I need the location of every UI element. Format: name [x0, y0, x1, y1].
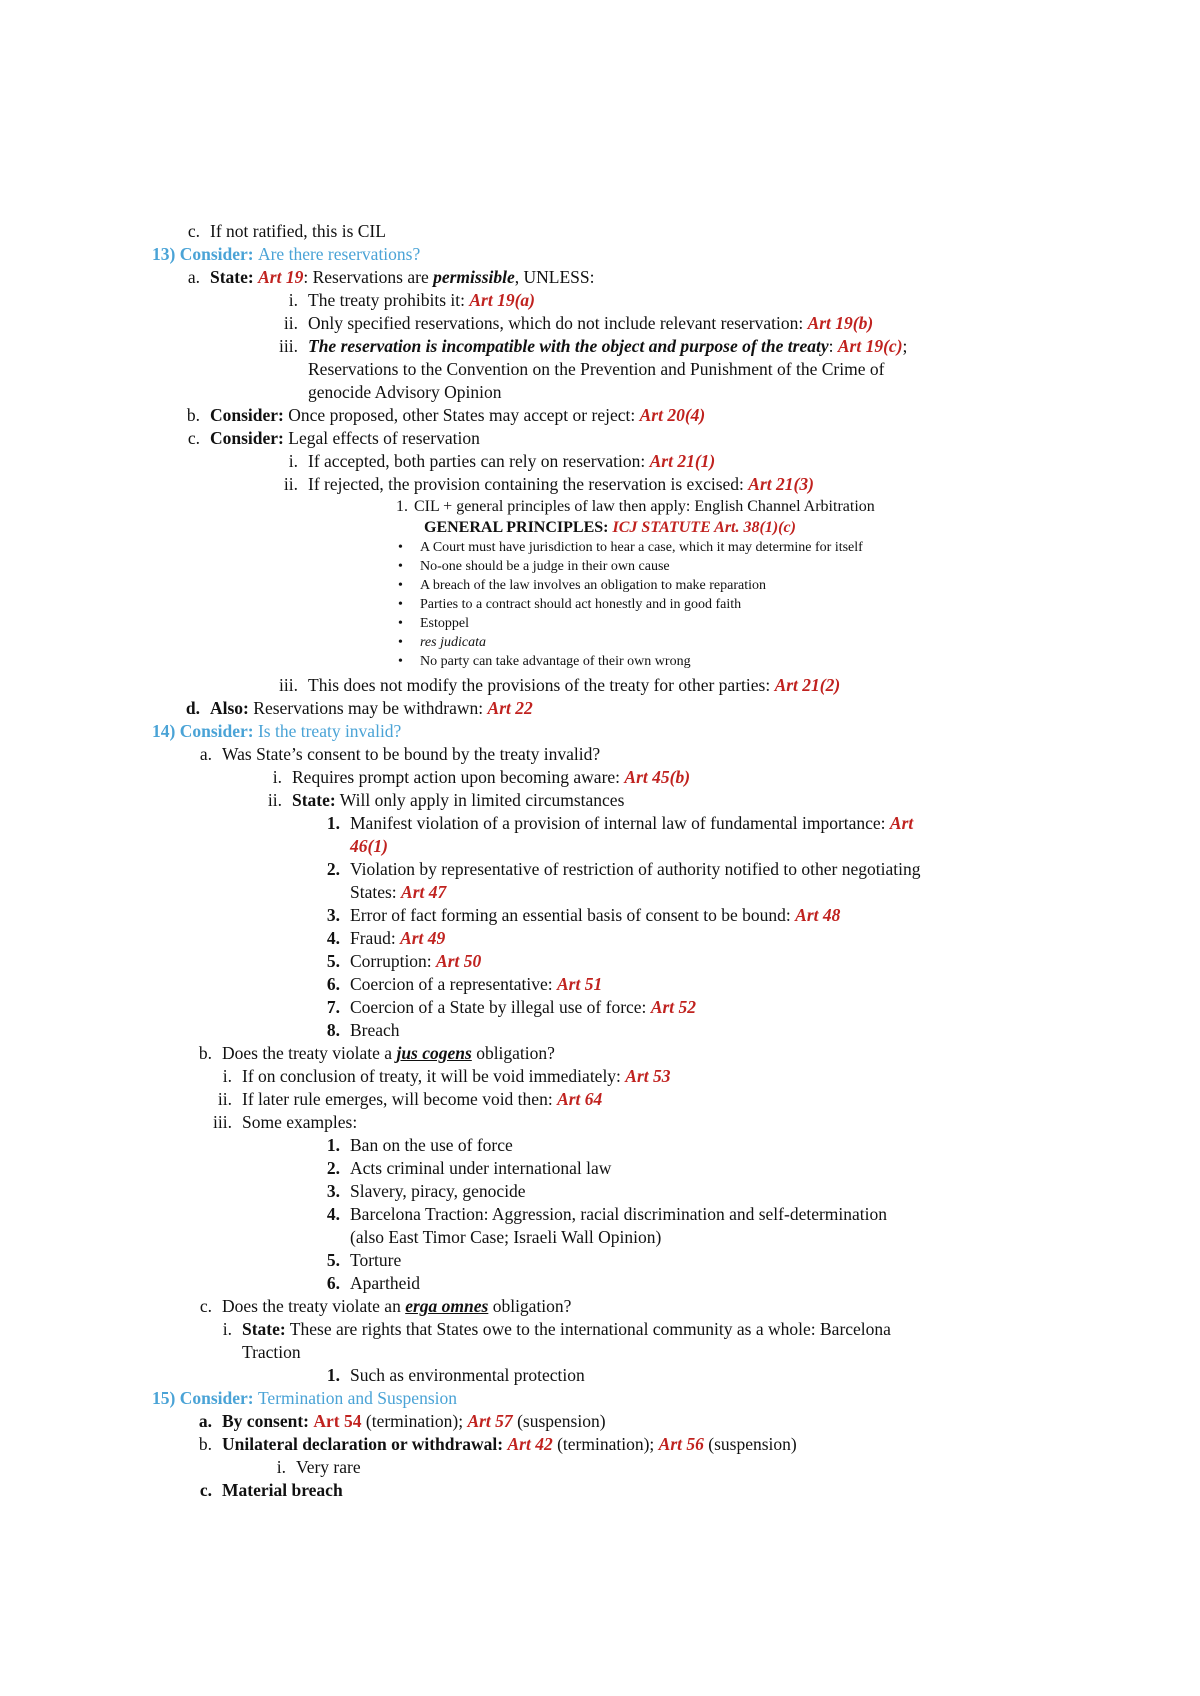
outline-item: 6. Apartheid [326, 1273, 420, 1293]
outline-continuation: States: Art 47 [350, 882, 447, 902]
outline-item: 1. Manifest violation of a provision of internal law of fundamental importance: Art [326, 813, 914, 833]
outline-item: i. State: These are rights that States owe to the international community as a whole: Barcelona [222, 1319, 891, 1339]
outline-item: b. Does the treaty violate a jus cogens obligation? [198, 1043, 555, 1063]
article-reference: 46(1) [350, 836, 388, 856]
bullet-icon: • [398, 540, 403, 555]
outline-item: iii. The reservation is incompatible with the object and purpose of the treaty: Art 19(c); [279, 336, 908, 356]
outline-item: a. By consent: Art 54 (termination); Art 57 (suspension) [198, 1411, 606, 1431]
section-heading-13: 13) Consider: Are there reservations? [152, 244, 421, 264]
section-heading-14: 14) Consider: Is the treaty invalid? [152, 721, 402, 741]
outline-continuation [350, 835, 388, 857]
article-reference: Art 53 [625, 1066, 671, 1086]
article-reference: Art 51 [557, 974, 603, 994]
outline-item: 3. Error of fact forming an essential basis of consent to be bound: Art 48 [326, 905, 841, 925]
outline-item: c. Does the treaty violate an erga omnes obligation? [199, 1296, 572, 1316]
outline-item: c. Material breach [199, 1480, 343, 1500]
outline-continuation: Traction [242, 1342, 301, 1362]
outline-item: 6. Coercion of a representative: Art 51 [326, 974, 603, 994]
article-reference: Art 42 [507, 1434, 553, 1454]
article-reference: Art 22 [487, 698, 533, 718]
article-reference: Art [889, 813, 914, 833]
outline-item: i. If accepted, both parties can rely on reservation: Art 21(1) [288, 451, 716, 471]
outline-item: 5. Corruption: Art 50 [326, 951, 482, 971]
bullet-item: • No party can take advantage of their own wrong [398, 654, 691, 669]
article-reference: Art 64 [557, 1089, 603, 1109]
outline-item: 2. Acts criminal under international law [326, 1158, 612, 1178]
bullet-item: • Estoppel [398, 616, 469, 631]
outline-item: iii. This does not modify the provisions of the treaty for other parties: Art 21(2) [279, 675, 841, 695]
article-reference: ICJ STATUTE Art. 38(1)(c) [612, 519, 796, 536]
outline-item: d. Also: Reservations may be withdrawn: Art 22 [185, 698, 533, 718]
article-reference: Art 21(3) [748, 474, 814, 494]
outline-item: ii. If later rule emerges, will become void then: Art 64 [217, 1089, 603, 1109]
outline-item: i. Requires prompt action upon becoming aware: Art 45(b) [272, 767, 691, 787]
article-reference: Art 50 [436, 951, 482, 971]
outline-item: 4. Fraud: Art 49 [326, 928, 446, 948]
article-reference: Art 56 [658, 1434, 704, 1454]
outline-item: b. Unilateral declaration or withdrawal: Art 42 (termination); Art 56 (suspension) [198, 1434, 797, 1454]
section-heading-15: 15) Consider: Termination and Suspension [152, 1388, 457, 1408]
article-reference: Art 47 [401, 882, 447, 902]
outline-item: 2. Violation by representative of restriction of authority notified to other negotiating [326, 859, 921, 879]
bullet-icon: • [398, 578, 403, 593]
outline-item: 5. Torture [326, 1250, 402, 1270]
bullet-icon: • [398, 597, 403, 612]
bullet-item: • No-one should be a judge in their own cause [398, 559, 670, 574]
outline-item: i. Very rare [276, 1457, 361, 1477]
outline-continuation: (also East Timor Case; Israeli Wall Opinion) [350, 1227, 662, 1247]
outline-item: 1. CIL + general principles of law then apply: English Channel Arbitration [396, 498, 875, 515]
outline-item: 3. Slavery, piracy, genocide [326, 1181, 526, 1201]
article-reference: Art 54 [313, 1411, 362, 1431]
outline-item: i. If on conclusion of treaty, it will be void immediately: Art 53 [222, 1066, 671, 1086]
outline-item: 1. Ban on the use of force [326, 1135, 513, 1155]
bullet-item: • Parties to a contract should act honestly and in good faith [398, 597, 742, 612]
outline-item: ii. State: Will only apply in limited circumstances [267, 790, 625, 810]
outline-item: b. Consider: Once proposed, other States may accept or reject: Art 20(4) [186, 405, 706, 425]
outline-item: 1. Such as environmental protection [326, 1365, 585, 1385]
article-reference: Art 48 [795, 905, 841, 925]
article-reference: Art 19(a) [469, 290, 535, 310]
outline-item: 7. Coercion of a State by illegal use of force: Art 52 [326, 997, 697, 1017]
article-reference: Art 57 [467, 1411, 513, 1431]
outline-continuation: Reservations to the Convention on the Prevention and Punishment of the Crime of [308, 359, 885, 379]
outline-item: ii. If rejected, the provision containing the reservation is excised: Art 21(3) [283, 474, 814, 494]
article-reference: Art 19 [258, 267, 304, 287]
article-reference: Art 21(2) [774, 675, 841, 695]
bullet-icon: • [398, 635, 403, 650]
outline-item: ii. Only specified reservations, which do not include relevant reservation: Art 19(b) [283, 313, 874, 333]
bullet-item: • A breach of the law involves an obligation to make reparation [398, 578, 767, 593]
article-reference: Art 45(b) [624, 767, 691, 787]
outline-continuation: genocide Advisory Opinion [308, 382, 502, 402]
article-reference: Art 52 [650, 997, 697, 1017]
bullet-item: • res judicata [398, 635, 486, 650]
general-principles-heading: GENERAL PRINCIPLES: ICJ STATUTE Art. 38(1)(c) [424, 519, 796, 536]
outline-item: c. If not ratified, this is CIL [187, 221, 386, 241]
article-reference: Art 49 [400, 928, 446, 948]
outline-item: a. State: Art 19: Reservations are permissible, UNLESS: [187, 267, 595, 287]
article-reference: Art 19(c) [837, 336, 903, 356]
outline-item: i. The treaty prohibits it: Art 19(a) [288, 290, 535, 310]
bullet-icon: • [398, 654, 403, 669]
article-reference: Art 21(1) [649, 451, 716, 471]
article-reference: Art 19(b) [807, 313, 874, 333]
outline-item: c. Consider: Legal effects of reservation [187, 428, 480, 448]
outline-item: iii. Some examples: [213, 1112, 358, 1132]
bullet-item: • A Court must have jurisdiction to hear a case, which it may determine for itself [398, 540, 863, 555]
article-reference: Art 20(4) [639, 405, 706, 425]
outline-item: 4. Barcelona Traction: Aggression, racial discrimination and self-determination [326, 1204, 888, 1224]
outline-item: a. Was State’s consent to be bound by the treaty invalid? [199, 744, 601, 764]
outline-item: 8. Breach [326, 1020, 400, 1040]
bullet-icon: • [398, 616, 403, 631]
bullet-icon: • [398, 559, 403, 574]
